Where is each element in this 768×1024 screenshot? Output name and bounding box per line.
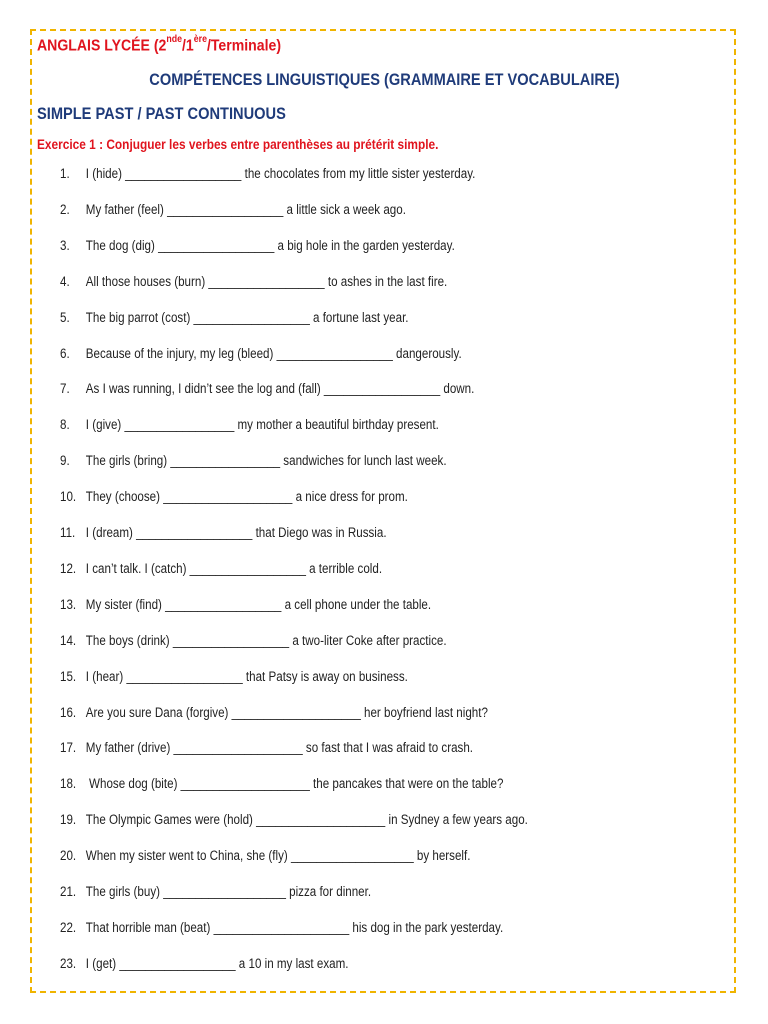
exercise-item [60, 561, 382, 576]
item-sentence: The boys (drink) __________________ a two-liter Coke after practice. [85, 632, 447, 648]
item-sentence: I (give) _________________ my mother a beautiful birthday present. [85, 417, 439, 433]
level-superscript-2: ère [193, 34, 207, 45]
exercise-item [60, 848, 470, 863]
exercise-item [60, 417, 439, 432]
item-number: 12. [60, 560, 77, 576]
item-sentence: My sister (find) __________________ a cell phone under the table. [85, 596, 432, 612]
item-sentence: The girls (bring) _________________ sandwiches for lunch last week. [85, 453, 447, 469]
page-subtitle: SIMPLE PAST / PAST CONTINUOUS [37, 104, 286, 123]
level-prefix: ANGLAIS LYCÉE (2 [37, 37, 167, 55]
item-sentence: I (dream) __________________ that Diego was in Russia. [85, 525, 387, 540]
item-number: 7. [60, 381, 70, 397]
exercise-item [60, 166, 475, 181]
exercise-item [60, 489, 408, 504]
exercise-instruction: Exercice 1 : Conjuguer les verbes entre parenthèses au prétérit simple. [37, 137, 439, 152]
item-sentence: That horrible man (beat) _____________________ his dog in the park yesterday. [85, 919, 504, 935]
item-number: 17. [60, 740, 77, 756]
item-number: 4. [60, 273, 70, 289]
item-sentence: Whose dog (bite) ____________________ the pancakes that were on the table? [85, 776, 504, 792]
item-sentence: The Olympic Games were (hold) ____________________ in Sydney a few years ago. [85, 812, 528, 828]
page-title-text: COMPÉTENCES LINGUISTIQUES (GRAMMAIRE ET VOCABULAIRE) [148, 70, 620, 89]
exercise-item [60, 346, 462, 361]
item-number: 3. [60, 237, 70, 253]
level-suffix: /Terminale) [206, 37, 282, 55]
item-number: 22. [60, 919, 77, 935]
exercise-item [60, 956, 349, 971]
item-sentence: All those houses (burn) __________________ to ashes in the last fire. [85, 273, 448, 289]
exercise-item [60, 525, 387, 540]
item-number: 21. [60, 884, 77, 899]
exercise-item [60, 381, 474, 396]
item-number: 23. [60, 955, 77, 971]
item-sentence: I (hide) __________________ the chocolates from my little sister yesterday. [85, 166, 476, 181]
item-sentence: My father (drive) ____________________ so fast that I was afraid to crash. [85, 740, 474, 756]
exercise-item [60, 705, 488, 720]
exercise-item [60, 453, 447, 468]
item-sentence: The dog (dig) __________________ a big hole in the garden yesterday. [85, 237, 455, 253]
item-sentence: The girls (buy) ___________________ pizza for dinner. [85, 884, 372, 899]
level-mid: /1 [182, 37, 194, 55]
item-sentence: As I was running, I didn’t see the log and (fall) __________________ down. [85, 381, 475, 397]
exercise-item [60, 274, 447, 289]
item-number: 19. [60, 812, 77, 828]
item-number: 14. [60, 632, 77, 648]
item-number: 2. [60, 201, 70, 217]
item-number: 5. [60, 309, 70, 325]
exercise-item [60, 776, 503, 791]
item-number: 11. [60, 525, 76, 540]
exercise-item [60, 669, 408, 684]
exercise-item [60, 202, 406, 217]
item-number: 9. [60, 453, 70, 469]
item-sentence: They (choose) ____________________ a nice dress for prom. [85, 489, 408, 505]
item-sentence: My father (feel) __________________ a little sick a week ago. [85, 201, 406, 217]
item-sentence: I can’t talk. I (catch) __________________ a terrible cold. [85, 560, 383, 576]
item-number: 16. [60, 704, 77, 720]
item-sentence: Because of the injury, my leg (bleed) __________________ dangerously. [85, 345, 462, 361]
item-sentence: I (hear) __________________ that Patsy is away on business. [85, 668, 408, 684]
course-level-header [37, 36, 281, 55]
page-title [0, 70, 768, 90]
exercise-item [60, 740, 473, 755]
item-number: 15. [60, 668, 77, 684]
item-sentence: The big parrot (cost) __________________ a fortune last year. [85, 309, 409, 325]
exercise-item [60, 597, 431, 612]
item-number: 8. [60, 417, 70, 433]
item-sentence: I (get) __________________ a 10 in my last exam. [85, 955, 349, 971]
item-number: 20. [60, 848, 77, 864]
item-number: 10. [60, 489, 77, 505]
item-sentence: Are you sure Dana (forgive) ____________________ her boyfriend last night? [85, 704, 488, 720]
exercise-item [60, 812, 528, 827]
item-number: 6. [60, 345, 70, 361]
exercise-item [60, 884, 371, 899]
item-sentence: When my sister went to China, she (fly) ___________________ by herself. [85, 848, 471, 864]
exercise-item [60, 920, 503, 935]
item-number: 1. [60, 166, 70, 181]
exercise-item [60, 633, 447, 648]
item-number: 13. [60, 596, 77, 612]
item-number: 18. [60, 776, 77, 792]
exercise-item [60, 238, 455, 253]
exercise-item [60, 310, 409, 325]
level-superscript-1: nde [166, 34, 183, 45]
